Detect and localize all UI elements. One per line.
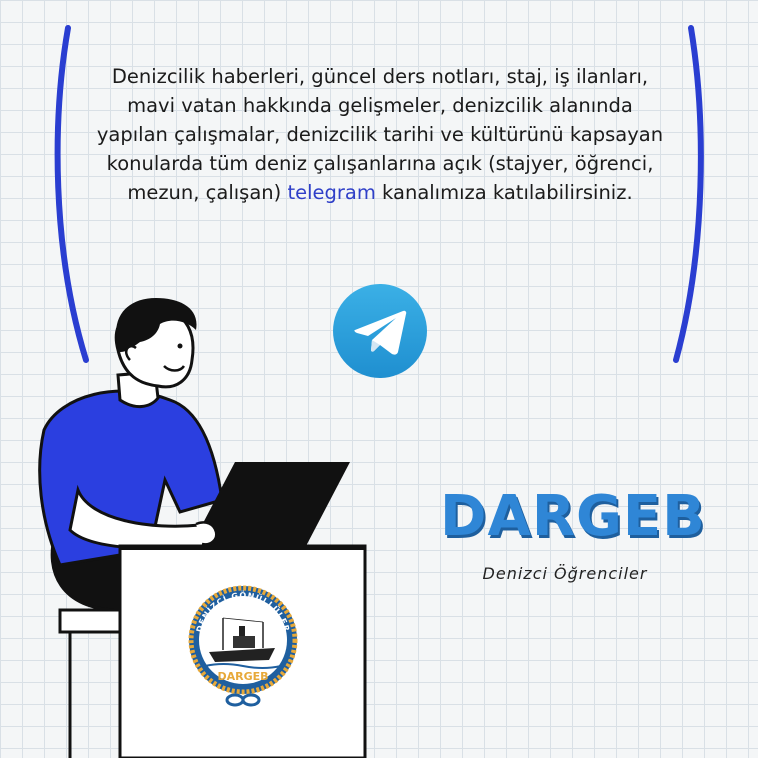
brand-tagline: Denizci Öğrenciler [482, 564, 648, 583]
message-after-link: kanalımıza katılabilirsiniz. [375, 181, 633, 204]
brand-name: DARGEB [440, 484, 706, 549]
logo-top-text: DENİZCİ GÖNÜLLÜLER [194, 590, 292, 634]
right-bracket [676, 28, 701, 360]
announcement-text [95, 62, 665, 207]
message-before-link: Denizcilik haberleri, güncel ders notları, staj, iş ilanları, mavi vatan hakkında gelişmeler, denizcilik alanında yapılan çalışmalar, denizcilik tarihi ve kültürünü kapsayan konularda tüm deniz çalışanlarına açık (stajyer, öğrenci, mezun, çalışan) [96, 65, 664, 204]
logo-bottom-text: DARGEB [217, 670, 269, 683]
telegram-link[interactable]: telegram [287, 181, 376, 204]
ship-logo-icon [183, 580, 303, 710]
